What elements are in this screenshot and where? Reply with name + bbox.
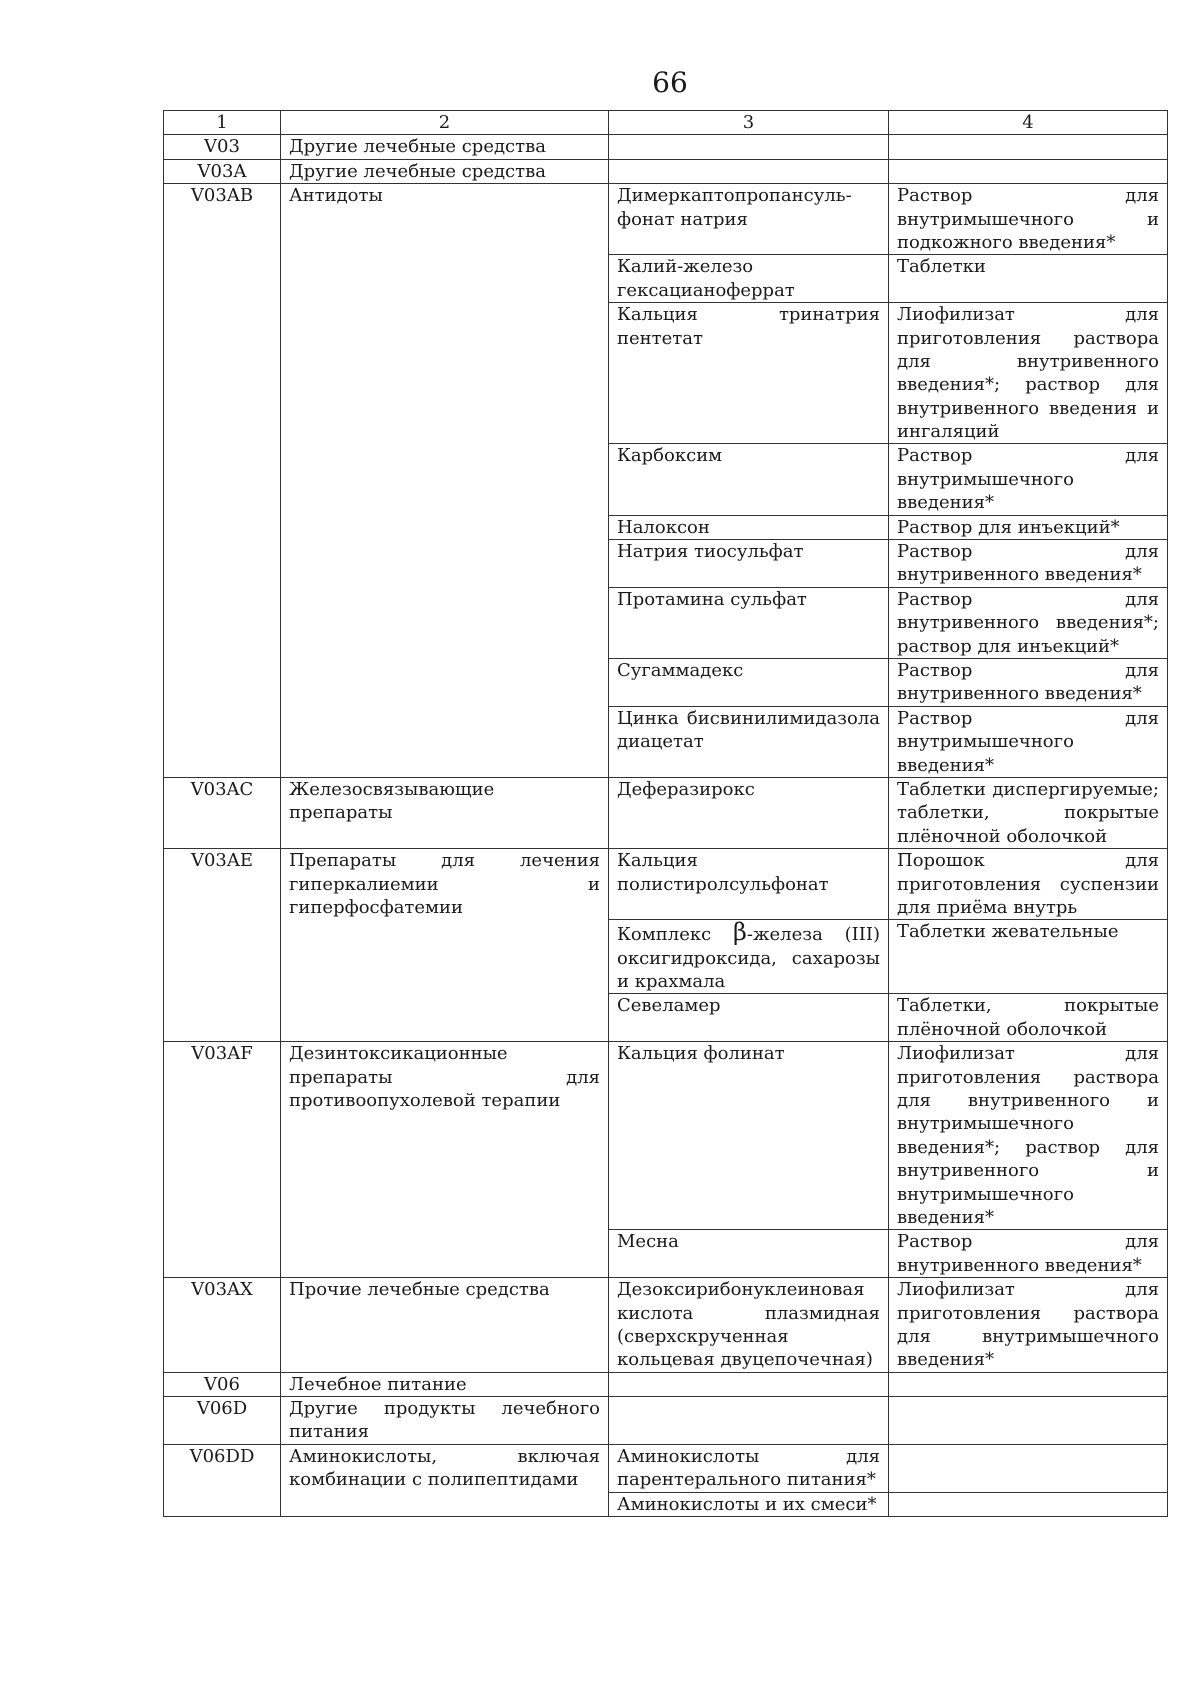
dosage-form: Таблетки диспергируемые; таблетки, покрытые плёночной оболочкой	[889, 777, 1168, 848]
dosage-form: Раствор для внутривенного введения*	[889, 540, 1168, 588]
drug-name: Дезоксирибонуклеиновая кислота плазмидная (сверхскрученная кольцевая двуцепочечная)	[609, 1278, 889, 1373]
table-row	[164, 849, 1168, 920]
atc-code: V06D	[164, 1397, 281, 1445]
group-name: Другие продукты лечебного питания	[281, 1397, 609, 1445]
drug-name-rest: -железа (III) оксигидроксида, сахарозы и крахмала	[617, 924, 880, 993]
atc-code: V03AF	[164, 1042, 281, 1278]
dosage-form: Таблетки, покрытые плёночной оболочкой	[889, 994, 1168, 1042]
dosage-form: Раствор для внутримышечного и подкожного введения*	[889, 184, 1168, 255]
page-number: 66	[652, 66, 688, 99]
column-header-1: 1	[164, 111, 281, 135]
table-row	[164, 159, 1168, 183]
drug-name: Кальция фолинат	[609, 1042, 889, 1230]
dosage-form: Лиофилизат для приготовления раствора для внутримышечного введения*	[889, 1278, 1168, 1373]
dosage-form: Таблетки жевательные	[889, 920, 1168, 994]
dosage-form	[889, 1397, 1168, 1445]
atc-code: V03A	[164, 159, 281, 183]
table-row	[164, 777, 1168, 848]
dosage-form	[889, 135, 1168, 159]
table-row	[164, 1444, 1168, 1492]
group-name: Лечебное питание	[281, 1372, 609, 1396]
atc-code: V03AB	[164, 184, 281, 778]
column-header-4: 4	[889, 111, 1168, 135]
drug-name: Карбоксим	[609, 444, 889, 515]
group-name: Другие лечебные средства	[281, 159, 609, 183]
atc-code: V03AX	[164, 1278, 281, 1373]
drug-name: Месна	[609, 1230, 889, 1278]
table-row	[164, 184, 1168, 255]
group-name: Железосвязывающие препараты	[281, 777, 609, 848]
beta-symbol: β	[733, 918, 747, 947]
drug-name: Аминокислоты для парентерального питания*	[609, 1444, 889, 1492]
group-name: Прочие лечебные средства	[281, 1278, 609, 1373]
table-row	[164, 1397, 1168, 1445]
atc-code: V03AC	[164, 777, 281, 848]
dosage-form	[889, 1492, 1168, 1516]
group-name: Дезинтоксикационные препараты для противоопухолевой терапии	[281, 1042, 609, 1278]
dosage-form	[889, 1444, 1168, 1492]
atc-code: V06DD	[164, 1444, 281, 1516]
drug-name: Калий-железо гексацианоферрат	[609, 255, 889, 303]
table-body	[164, 135, 1168, 1517]
atc-code: V03AE	[164, 849, 281, 1042]
drug-name	[609, 159, 889, 183]
dosage-form	[889, 1372, 1168, 1396]
atc-code: V06	[164, 1372, 281, 1396]
dosage-form: Лиофилизат для приготовления раствора для внутривенного введения*; раствор для внутривенного введения и ингаляций	[889, 303, 1168, 444]
dosage-form: Порошок для приготовления суспензии для приёма внутрь	[889, 849, 1168, 920]
atc-code: V03	[164, 135, 281, 159]
table-row	[164, 1042, 1168, 1230]
dosage-form: Раствор для внутримышечного введения*	[889, 444, 1168, 515]
drug-name-prefix: Комплекс	[617, 924, 712, 946]
drug-name: Кальция тринатрия пентетат	[609, 303, 889, 444]
drug-name: Цинка бисвинилимидазола диацетат	[609, 706, 889, 777]
drug-name: Деферазирокс	[609, 777, 889, 848]
drug-name	[609, 920, 889, 994]
group-name: Препараты для лечения гиперкалиемии и гиперфосфатемии	[281, 849, 609, 1042]
table-row	[164, 1372, 1168, 1396]
column-header-2: 2	[281, 111, 609, 135]
dosage-form: Раствор для внутримышечного введения*	[889, 706, 1168, 777]
dosage-form: Раствор для внутривенного введения*	[889, 1230, 1168, 1278]
drug-name	[609, 1397, 889, 1445]
dosage-form	[889, 159, 1168, 183]
drug-name: Димеркаптопропансуль-фонат натрия	[609, 184, 889, 255]
group-name: Аминокислоты, включая комбинации с полипептидами	[281, 1444, 609, 1516]
drug-name: Аминокислоты и их смеси*	[609, 1492, 889, 1516]
dosage-form: Лиофилизат для приготовления раствора для внутривенного и внутримышечного введения*; раствор для внутривенного и внутримышечного введения*	[889, 1042, 1168, 1230]
column-header-3: 3	[609, 111, 889, 135]
drug-name: Натрия тиосульфат	[609, 540, 889, 588]
dosage-form: Таблетки	[889, 255, 1168, 303]
drug-name: Севеламер	[609, 994, 889, 1042]
drug-name: Протамина сульфат	[609, 587, 889, 658]
drug-name: Налоксон	[609, 515, 889, 539]
drug-name	[609, 135, 889, 159]
table-header-row	[164, 111, 1168, 135]
table-row	[164, 1278, 1168, 1373]
dosage-form: Раствор для внутривенного введения*	[889, 658, 1168, 706]
group-name: Другие лечебные средства	[281, 135, 609, 159]
dosage-form: Раствор для инъекций*	[889, 515, 1168, 539]
drug-name: Сугаммадекс	[609, 658, 889, 706]
drug-table	[163, 110, 1168, 1517]
group-name: Антидоты	[281, 184, 609, 778]
drug-name: Кальция полистиролсульфонат	[609, 849, 889, 920]
drug-name	[609, 1372, 889, 1396]
table-row	[164, 135, 1168, 159]
dosage-form: Раствор для внутривенного введения*; раствор для инъекций*	[889, 587, 1168, 658]
